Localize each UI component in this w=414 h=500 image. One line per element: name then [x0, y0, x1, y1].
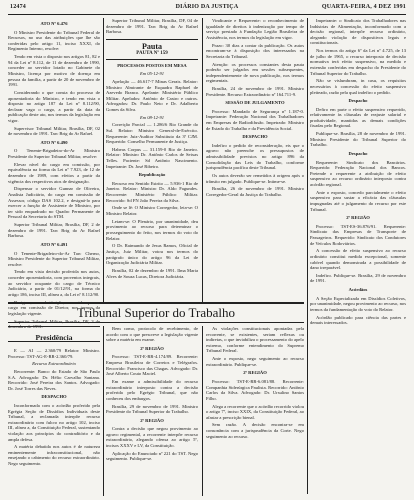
lower-column-1 [8, 348, 100, 496]
paragraph: Não se vislumbram, in casu, os requisitos necessários à concessão do efeito suspensivo pleiteado, razão pela qual indefiro o pedido. [310, 78, 406, 95]
paragraph: Superior Tribunal Militar, Brasília, DF, 3 de dezembro de 1991. [8, 318, 100, 330]
paragraph: O Ministro Presidente do Tribunal Federal de Recursos, no uso das atribuições que lhe são conferidas pelo artigo 11, inciso XXXI, do Regimento Interno, resolve: [8, 29, 100, 52]
paragraph: Leiam-se: O Plenário, por unanimidade, deu provimento ao recurso para determinar o prosseguimento do feito, nos termos do voto do Relator. [106, 218, 198, 241]
column-divider [202, 18, 203, 302]
column-4 [310, 18, 406, 494]
paragraph: Onde se lê: O Ministro Corregedor, leia-se: O Ministro Relator. [106, 205, 198, 216]
pauta-heading [106, 39, 198, 60]
paragraph: Vindicante e Requerente: o reconhecimento de igualdade de direitos à indenização por tempo de serviço prestado à Fundação Legião Brasileira de Assistência, nos termos da legislação em vigor. [206, 18, 304, 40]
paragraph: Correição Parcial — 1.286/6 Rio Grande do Sul. Relator: Ministro General-de-Exército. Requerente: Juiz-Auditor Substituto da 3ª CJM. Requerido: Conselho Permanente de Justiça. [106, 122, 198, 145]
section-heading: 2º REGIÃO [243, 370, 267, 376]
section-heading: Republicação [138, 172, 166, 178]
paragraph: Brasília, 02 de dezembro de 1991. Ilma Maria Alves de Souza Lucas, Diretora Judiciária. [106, 267, 198, 279]
paragraph: Superior Tribunal Militar, Brasília, DF, 04 de dezembro de 1991. Tarc Brig do Ar Rafael Barbosa. [106, 18, 198, 35]
section-heading: ATO Nº 6.476 [40, 21, 68, 26]
paragraph: A matéria debatida nos autos é de natureza eminentemente infraconstitucional, não ensejando o cabimento do recurso extraordinário. Nego seguimento. [8, 444, 100, 467]
paragraph: Brasília, 24 de novembro de 1991. Ministro Presidente. Recurso Extraordinário nº 164.711-9. [206, 86, 304, 97]
section-heading: PROCESSOS POSTOS EM MESA [117, 62, 187, 68]
pauta-title: Pauta [142, 41, 162, 51]
column-2 [106, 18, 198, 300]
lower-column-3 [206, 326, 304, 496]
section-heading: SESSÃO DE JULGAMENTO [225, 100, 285, 106]
paragraph: Atenção: os processos constantes desta pauta poderão ser julgados em sessões subsequentes, independentemente de nova publicação, nos termos regimentais. [206, 61, 304, 84]
paragraph: Publique-se. Brasília, 28 de novembro de 1991. Ministro Presidente do Tribunal Superior do Trabalho. [310, 131, 406, 148]
presidencia-heading [8, 326, 100, 342]
paragraph: O Dr. Raimundo de Jesus Ramos, Oficial de Justiça, Juiz Militar, votou nos termos do parágrafo único do artigo 96 da Lei de Organização Judiciária Militar. [106, 243, 198, 266]
paragraph: Bem como, protocolo de recebimento, de acordo com o que prescreve a legislação vigente sobre a matéria em exame. [106, 326, 198, 343]
page-header [8, 4, 406, 15]
paragraph: Requerente: Sindicato dos Bancários. Requerido: Federação Nacional dos Bancos. Pretende o requerente a atribuição de efeito suspensivo ao recurso ordinário interposto contra acórdão regional. [310, 159, 406, 187]
paragraph: Processo: TST-E-RR-4.174/89. Recorrente: Empresa Brasileira de Correios e Telégrafos. Recorrido: Francisco das Chagas. Advogado: Dr. José Alberto Couto Maciel. [106, 354, 198, 377]
column-3 [206, 18, 304, 300]
paragraph: Superior Tribunal Militar, Brasília, DF, 2 de dezembro de 1991. Tarc Brig do Ar Rafael Barbosa. [8, 222, 100, 239]
paragraph: Considerando o que consta do processo de aposentadoria do Ministro, e tendo em vista o disposto no artigo 187 da Lei nº 8.112/90, declarar vago o cargo, a partir da data da publicação deste ato, nos termos da legislação em vigor. [8, 89, 100, 123]
paragraph: Defiro em parte o efeito suspensivo requerido, relativamente às cláusulas de reajuste salarial e produtividade, mantidas as demais condições fixadas pelo Regional. [310, 106, 406, 129]
paragraph: As violações constitucionais apontadas pela recorrente, se existentes, seriam reflexas ou indiretas, o que inviabiliza o processamento do apelo extremo, conforme entendimento do Supremo Tribunal Federal. [206, 326, 304, 354]
paragraph: O Tenente-Brigadeiro-do-Ar Tarc Cherno, Ministro Presidente do Superior Tribunal Militar, resolve: [8, 250, 100, 267]
section-heading: DESPACHO [41, 394, 67, 400]
subheading: Em 05-12-91 [139, 71, 165, 77]
paragraph: Brasília, 29 de novembro de 1991. Ministro Presidente do Tribunal Superior do Trabalho. [106, 403, 198, 415]
section-rule [8, 302, 304, 304]
paragraph: Aplicação do Enunciado nº 221 do TST. Nego seguimento. Publique-se. [106, 450, 198, 462]
paragraph: Inconformada com o acórdão proferido pela Egrégia Seção de Dissídios Individuais deste Tribunal, a reclamada interpõe recurso extraordinário com fulcro no artigo 102, inciso III, alínea a, da Constituição Federal, sustentando violação aos princípios do contraditório e da ampla defesa. [8, 402, 100, 442]
publication-date: QUARTA-FEIRA, 4 DEZ 1991 [321, 4, 406, 10]
lower-column-2 [106, 326, 198, 496]
paragraph: Sem razão. A decisão encontra-se em consonância com a jurisprudência da Corte. Nego seguimento ao recurso. [206, 422, 304, 439]
paragraph: Designar, em substituição, o servidor para o cargo em comissão de Diretor, nos termos da legislação vigente. [8, 299, 100, 316]
paragraph: Tendo em vista o disposto nos artigos 81, 82 e 94 da Lei nº 8.112, de 11 de dezembro de 1990, conceder ao servidor lotado no Gabinete do Ministro, licença por motivo de doença em pessoa da família, a partir de 20 de novembro de 1991. [8, 54, 100, 88]
paragraph: Brasília, 26 de novembro de 1991. Ministro Corregedor-Geral da Justiça do Trabalho. [206, 186, 304, 197]
tribunal-banner: Tribunal Superior do Trabalho [76, 305, 236, 320]
paragraph: Elevar nível do cargo em comissão, por equivalência na forma da Lei nº 7.923, de 12 de dezembro de 1989, com efeitos a partir da vigência dos respectivos atos de designação. [8, 161, 100, 184]
paragraph: Dispensar o servidor Gunnar de Oliveira, Analista Judiciário, do cargo em comissão de Assessor, código DAS 102.2, e designá-lo para exercer a função de Assistente de Ministro, por ter sido enquadrado no Quadro Permanente de Pessoal da Secretaria do STM. [8, 186, 100, 220]
section-heading: 2º REGIÃO [140, 345, 164, 351]
paragraph: Processo: Mandado de Segurança nº 1.187-0. Impetrante: Federação Nacional dos Trabalhadores em Empresas de Radiodifusão. Impetrado: Ministro de Estado do Trabalho e da Previdência Social. [206, 108, 304, 131]
section-heading: Despacho [348, 98, 368, 104]
paragraph: Ante o exposto, concedo parcialmente o efeito suspensivo para sustar a eficácia das cláusulas impugnadas até o julgamento do recurso por este Tribunal. [310, 189, 406, 212]
column-divider [103, 326, 104, 496]
paragraph: E — AI — 2.360/79 Relator: Ministro. Processo: TST-AG-E-RR-2.360/79. [8, 348, 100, 359]
paragraph: Recorrente: Banco do Estado de São Paulo S.A. Advogado: Dr. Hélio Carvalho Santana. Recorrido: José Pereira dos Santos. Advogado: Dr. José Torres das Neves. [8, 368, 100, 391]
paragraph: Impetrante: o Sindicato dos Trabalhadores nas Indústrias de Alimentação, inconformado com a decisão regional, interpõe recurso ordinário, alegando violação de dispositivos legais e constitucionais. [310, 18, 406, 46]
paragraph: Alega a recorrente que o acórdão recorrido violou o artigo 7º, inciso XXIX, da Constituição Federal, ao afastar a prescrição bienal. [206, 403, 304, 420]
section-rule [8, 322, 304, 323]
paragraph: Supervisor Tribunal Militar, Brasília, DF, 02 de novembro de 1991. Tarc Brig do Ar Rafael. [8, 125, 100, 137]
paragraph: Os autos deverão ser remetidos à origem após o trânsito em julgado. Publique-se. Intime-se. [206, 173, 304, 184]
column-divider [307, 18, 308, 494]
paragraph: Nos termos do artigo 6º da Lei nº 4.725, de 13 de julho de 1965, o recurso interposto de decisão normativa terá efeito suspensivo, na medida e extensão conferidas em despacho do Presidente do Tribunal Superior do Trabalho. [310, 48, 406, 76]
section-heading: ATO Nº 6.491 [40, 241, 68, 247]
subheading: Recurso Extraordinário [32, 361, 76, 367]
paragraph: A concessão de efeito suspensivo ao recurso ordinário constitui medida excepcional, somente cabível quando demonstrada a possibilidade de dano irreparável. [310, 248, 406, 271]
section-heading: ATO Nº 6.490 [40, 139, 68, 145]
section-heading: Acórdãos [348, 287, 368, 293]
paragraph: Contra a decisão que negou provimento ao agravo regimental, a recorrente interpõe recurso extraordinário, alegando ofensa ao artigo 5º, incisos XXXV e LV, da Constituição. [106, 426, 198, 449]
paragraph: Ante o exposto, nego seguimento ao recurso extraordinário. Publique-se. [206, 356, 304, 367]
section-heading: DESPACHO [242, 134, 268, 140]
paragraph: Acórdão publicado para ciência das partes e demais interessados. [310, 314, 406, 326]
paragraph: O Tenente-Brigadeiro-do-Ar Ministro Presidente do Superior Tribunal Militar, resolve: [8, 148, 100, 160]
paragraph: Apelação — 46.617-7 Minas Gerais. Relator: Ministro Almirante de Esquadra Raphael de Azevedo Branco. Apelante: Ministério Público Militar. Apelados: Antônio de Castro e outros. Advogados: Dr. Paulo Neto e Dr. Adalberto Gomes da Silva. [106, 78, 198, 112]
subheading: Em 08-12-91 [139, 114, 165, 120]
column-divider [103, 18, 104, 302]
paragraph: Processo: TST-E-RR-6.081/88. Recorrente: Companhia Siderúrgica Paulista. Recorrido: Antônio Carlos da Silva. Advogado: Dr. Ursulino Santos Filho. [206, 378, 304, 401]
paragraph: Prazo: 30 dias a contar da publicação. Os autos encontram-se à disposição dos interessados na Secretaria do Tribunal. [206, 42, 304, 59]
publication-title: DIÁRIO DA JUSTIÇA [175, 4, 239, 10]
paragraph: A Seção Especializada em Dissídios Coletivos, por unanimidade, negou provimento ao recurso, nos termos da fundamentação do voto do Relator. [310, 295, 406, 312]
paragraph: Recurso em Sentido Estrito — 5.936-1 Rio de Janeiro. Relator: Ministro Dr. Aldo Fagundes. Recorrente: Ministério Público Militar. Recorrido: Sd FN João Pereira da Silva. [106, 180, 198, 203]
paragraph: Processo: TST-ES-36.876/91. Requerente: Sindicato das Empresas de Transporte de Passageiros. Requerido: Sindicato dos Condutores de Veículos Rodoviários. [310, 223, 406, 246]
paragraph: Em exame a admissibilidade do recurso extraordinário interposto contra a decisão proferida pelo Egrégio Tribunal, que não conheceu dos embargos. [106, 378, 198, 401]
page-number: 12474 [10, 4, 26, 10]
column-divider [202, 326, 203, 496]
pauta-number: PAUTA Nº 159 [136, 50, 168, 56]
column-1 [8, 18, 100, 330]
section-heading: 2º REGIÃO [140, 417, 164, 423]
paragraph: Indefiro o pedido de reconsideração, eis que o agravo não preenche os pressupostos de admissibilidade previstos no artigo 896 da Consolidação das Leis do Trabalho, conforme jurisprudência pacífica deste Tribunal. [206, 142, 304, 171]
paragraph: Indefiro. Publique-se. Brasília, 29 de novembro de 1991. [310, 272, 406, 284]
section-heading: 2º REGIÃO [346, 215, 370, 221]
section-heading: Despacho [348, 151, 368, 157]
presidencia-label: Presidência [35, 333, 73, 342]
paragraph: Habeas Corpus — 31.159-0 Rio de Janeiro. Relator: Ministro Dr. Antônio Carlos de Seixas Telles. Paciente: Sd Antônio Nascimento. Impetrante: Dr. José Ribeiro. [106, 146, 198, 169]
paragraph: Tendo em vista decisão proferida nos autos, conceder aposentadoria, com proventos integrais, ao servidor ocupante do cargo de Técnico Judiciário, a partir de 01/12/91, na forma do artigo 186, inciso III, alínea a, da Lei nº 8.112/90. [8, 269, 100, 297]
